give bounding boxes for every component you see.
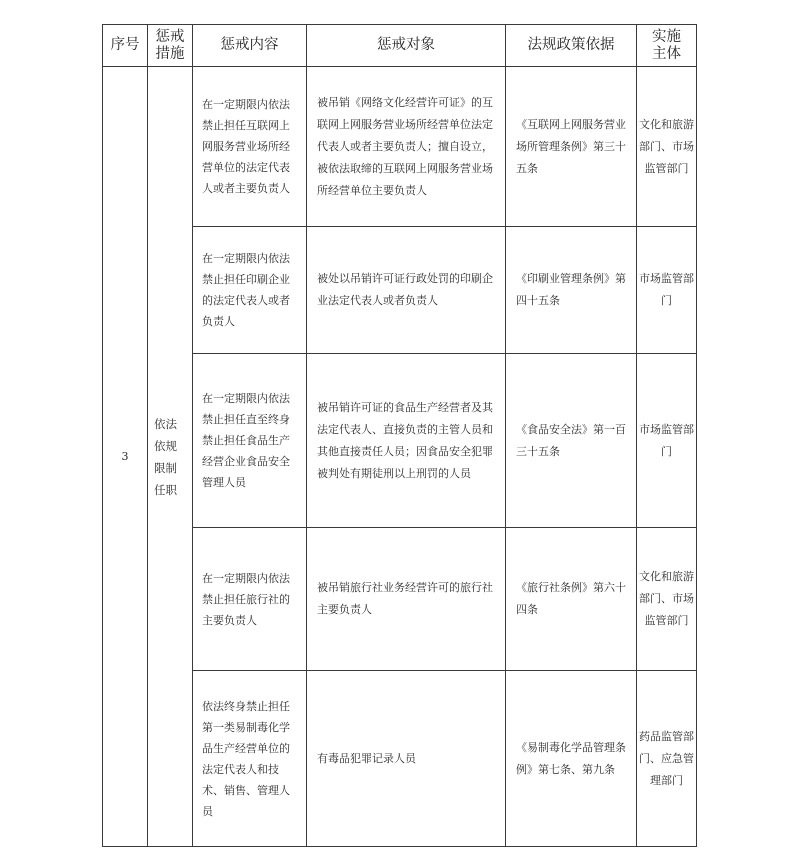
cell-subject: 药品监管部门、应急管理部门 bbox=[637, 671, 697, 847]
header-content: 惩戒内容 bbox=[193, 25, 307, 67]
cell-target: 被吊销旅行社业务经营许可的旅行社主要负责人 bbox=[307, 528, 506, 671]
punishment-table bbox=[102, 24, 697, 847]
header-target: 惩戒对象 bbox=[307, 25, 506, 67]
row-measure bbox=[148, 67, 193, 847]
cell-content: 在一定期限内依法禁止担任印刷企业的法定代表人或者负责人 bbox=[193, 227, 307, 354]
table-row bbox=[103, 671, 697, 847]
cell-subject: 文化和旅游部门、市场监管部门 bbox=[637, 67, 697, 227]
cell-content: 在一定期限内依法禁止担任互联网上网服务营业场所经营单位的法定代表人或者主要负责人 bbox=[193, 67, 307, 227]
cell-content: 依法终身禁止担任第一类易制毒化学品生产经营单位的法定代表人和技术、销售、管理人员 bbox=[193, 671, 307, 847]
table-row bbox=[103, 227, 697, 354]
table-row bbox=[103, 67, 697, 227]
cell-subject: 市场监管部门 bbox=[637, 354, 697, 528]
table-row bbox=[103, 354, 697, 528]
cell-target: 有毒品犯罪记录人员 bbox=[307, 671, 506, 847]
row-index: 3 bbox=[103, 67, 148, 847]
cell-content: 在一定期限内依法禁止担任直至终身禁止担任食品生产经营企业食品安全管理人员 bbox=[193, 354, 307, 528]
row-measure-text: 依法 依规 限制 任职 bbox=[154, 416, 177, 497]
header-row bbox=[103, 25, 697, 67]
table-row bbox=[103, 528, 697, 671]
header-subject bbox=[637, 25, 697, 67]
cell-basis: 《旅行社条例》第六十四条 bbox=[506, 528, 637, 671]
header-measure-text: 惩戒 措施 bbox=[155, 28, 185, 62]
cell-basis: 《印刷业管理条例》第四十五条 bbox=[506, 227, 637, 354]
cell-basis: 《易制毒化学品管理条例》第七条、第九条 bbox=[506, 671, 637, 847]
cell-basis: 《互联网上网服务营业场所管理条例》第三十五条 bbox=[506, 67, 637, 227]
header-subject-text: 实施 主体 bbox=[652, 28, 681, 62]
cell-target: 被处以吊销许可证行政处罚的印刷企业法定代表人或者负责人 bbox=[307, 227, 506, 354]
cell-content: 在一定期限内依法禁止担任旅行社的主要负责人 bbox=[193, 528, 307, 671]
cell-subject: 文化和旅游部门、市场监管部门 bbox=[637, 528, 697, 671]
header-index: 序号 bbox=[103, 25, 148, 67]
header-measure bbox=[148, 25, 193, 67]
cell-subject: 市场监管部门 bbox=[637, 227, 697, 354]
cell-basis: 《食品安全法》第一百三十五条 bbox=[506, 354, 637, 528]
cell-target: 被吊销许可证的食品生产经营者及其法定代表人、直接负责的主管人员和其他直接责任人员；因食品安全犯罪被判处有期徒刑以上刑罚的人员 bbox=[307, 354, 506, 528]
header-basis: 法规政策依据 bbox=[506, 25, 637, 67]
cell-target: 被吊销《网络文化经营许可证》的互联网上网服务营业场所经营单位法定代表人或者主要负责人；擅自设立，被依法取缔的互联网上网服务营业场所经营单位主要负责人 bbox=[307, 67, 506, 227]
